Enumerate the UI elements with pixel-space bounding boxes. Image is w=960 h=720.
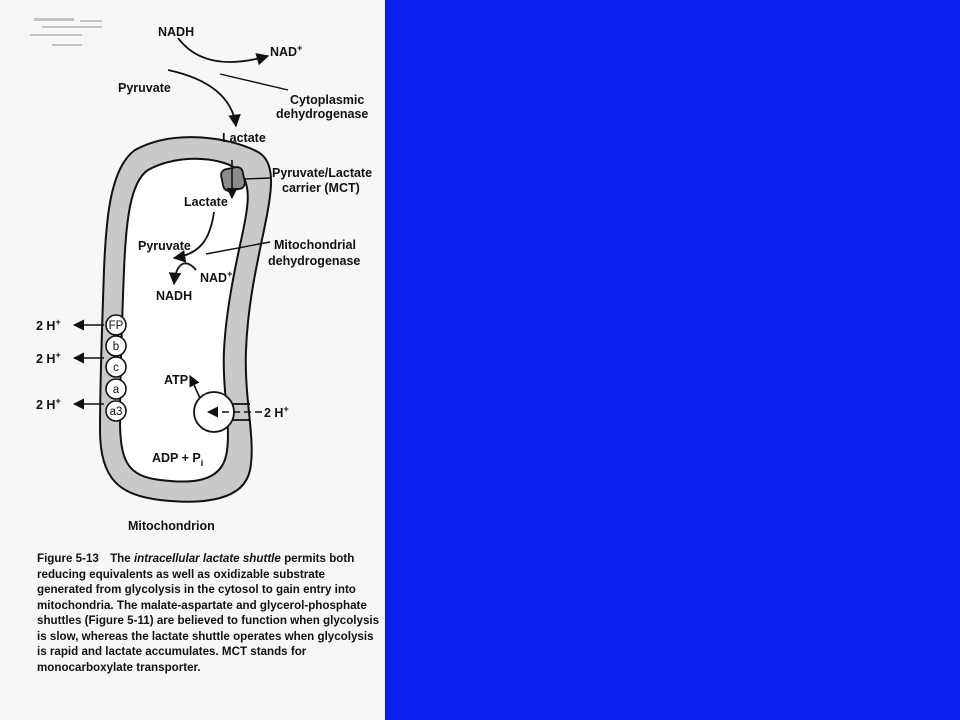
pyruvate-top-label: Pyruvate: [118, 81, 171, 95]
chain-label-c: c: [113, 362, 119, 374]
mito-dh-label-1: Mitochondrial: [274, 238, 356, 252]
chain-label-b: b: [112, 341, 120, 353]
adp-sub: i: [200, 458, 204, 468]
blue-background-panel: [385, 0, 960, 720]
proton-out-sup-2: +: [55, 350, 61, 360]
chain-label-fp: FP: [108, 320, 124, 332]
proton-in-text: 2 H: [264, 406, 284, 420]
mito-dh-label-2: dehydrogenase: [268, 254, 361, 268]
proton-out-sup-3: +: [55, 396, 61, 406]
proton-in-label: [264, 404, 289, 420]
mct-carrier: [220, 166, 246, 192]
nadh-inner-label: NADH: [156, 289, 193, 303]
cyto-curve-nadh-nad: [178, 38, 268, 62]
figure-caption: [37, 551, 381, 675]
cyto-curve-pyruvate-lactate: [168, 70, 236, 126]
proton-out-label-1: [36, 317, 61, 333]
organelle-label: Mitochondrion: [128, 519, 215, 533]
carrier-label-1: Pyruvate/Lactate: [272, 166, 373, 180]
pyruvate-inner-label: Pyruvate: [138, 239, 191, 253]
carrier-leader: [244, 178, 270, 179]
lactate-outer-label: Lactate: [222, 131, 266, 145]
textbook-page-scan: [0, 0, 385, 720]
carrier-label-2: carrier (MCT): [282, 181, 360, 195]
proton-out-text-1: 2 H: [36, 319, 56, 333]
nad-top-sup: +: [297, 43, 303, 53]
nadh-top-label: NADH: [158, 25, 195, 39]
chain-label-a3: a3: [109, 406, 123, 418]
cyto-dh-label-2: dehydrogenase: [276, 107, 369, 121]
scan-smudge: [30, 18, 102, 46]
figure-number: Figure 5-13: [37, 552, 99, 565]
nad-inner-sup: +: [227, 269, 233, 279]
nad-top-label: [270, 43, 302, 59]
chain-label-a: a: [112, 384, 120, 396]
cyto-dh-leader: [220, 74, 288, 90]
proton-out-label-3: [36, 396, 61, 412]
caption-text-a: The: [110, 552, 131, 565]
lactate-inner-label: Lactate: [184, 195, 228, 209]
atp-label: ATP: [164, 373, 189, 387]
proton-out-text-3: 2 H: [36, 398, 56, 412]
proton-in-sup: +: [283, 404, 289, 414]
caption-text-b: permits both reducing equivalents as well as oxidizable substrate generated from glycolysis in the cytosol to gain entry into mitochondria. The malate-aspartate and glycerol-phosphate shuttles (Figure 5-11) are believed to function when glycolysis is slow, whereas the lactate shuttle operates when glycolysis is rapid and lactate accumulates. MCT stands for monocarboxylate transporter.: [37, 552, 380, 674]
nad-inner-text: NAD: [200, 271, 228, 285]
proton-out-text-2: 2 H: [36, 352, 56, 366]
proton-out-label-2: [36, 350, 61, 366]
lactate-shuttle-diagram: [0, 0, 385, 550]
cyto-dh-label-1: Cytoplasmic: [290, 93, 365, 107]
adp-text: ADP + P: [152, 451, 201, 465]
proton-out-sup-1: +: [55, 317, 61, 327]
caption-emphasis: intracellular lactate shuttle: [133, 552, 281, 565]
nad-top-text: NAD: [270, 45, 298, 59]
